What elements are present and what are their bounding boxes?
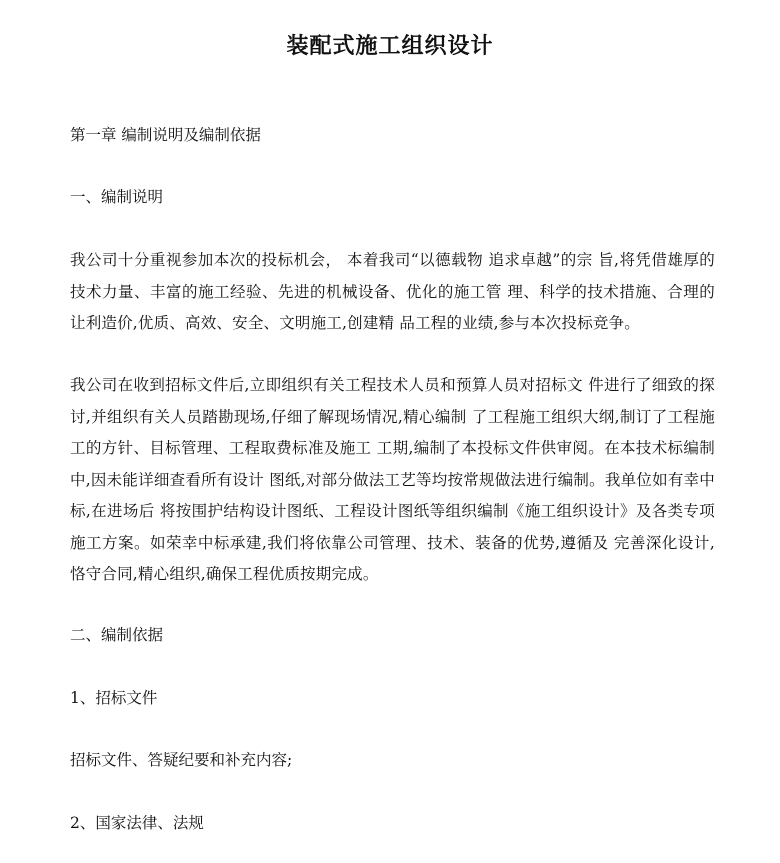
paragraph-intro (70, 245, 715, 340)
chapter-heading: 第一章 编制说明及编制依据 (70, 126, 261, 144)
document-title: 装配式施工组织设计 (286, 34, 494, 59)
paragraph-text: 我公司十分重视参加本次的投标机会， 本着我司“以德载物 追求卓越”的宗 旨,将凭借雄厚的技术力量、丰富的施工经验、先进的机械设备、优化的施工管 理、科学的技术措施、合理的让利造价,优质、高效、安全、文明施工,创建精 品工程的业绩,参与本次投标竞争。 (70, 251, 715, 332)
section-heading-basis: 二、编制依据 (70, 626, 164, 644)
paragraph-text: 我公司在收到招标文件后,立即组织有关工程技术人员和预算人员对招标文 件进行了细致的探讨,并组织有关人员踏勘现场,仔细了解现场情况,精心编制 了工程施工组织大纲,制订了工程施工的方针、目标管理、工程取费标准及施工 工期,编制了本投标文件供审阅。在本技术标编制中,因未能详细查看所有设计 图纸,对部分做法工艺等均按常规做法进行编制。我单位如有幸中标,在进场后 将按围护结构设计图纸、工程设计图纸等组织编制《施工组织设计》及各类专项 施工方案。如荣幸中标承建,我们将依靠公司管理、技术、装备的优势,遵循及 完善深化设计,恪守合同,精心组织,确保工程优质按期完成。 (70, 376, 715, 583)
item-text-bidding-documents: 招标文件、答疑纪要和补充内容; (70, 751, 293, 769)
paragraph-preparation (70, 370, 715, 591)
item-heading-laws: 2、国家法律、法规 (70, 814, 204, 832)
section-heading-description: 一、编制说明 (70, 188, 164, 206)
item-heading-bidding-documents: 1、招标文件 (70, 689, 158, 707)
